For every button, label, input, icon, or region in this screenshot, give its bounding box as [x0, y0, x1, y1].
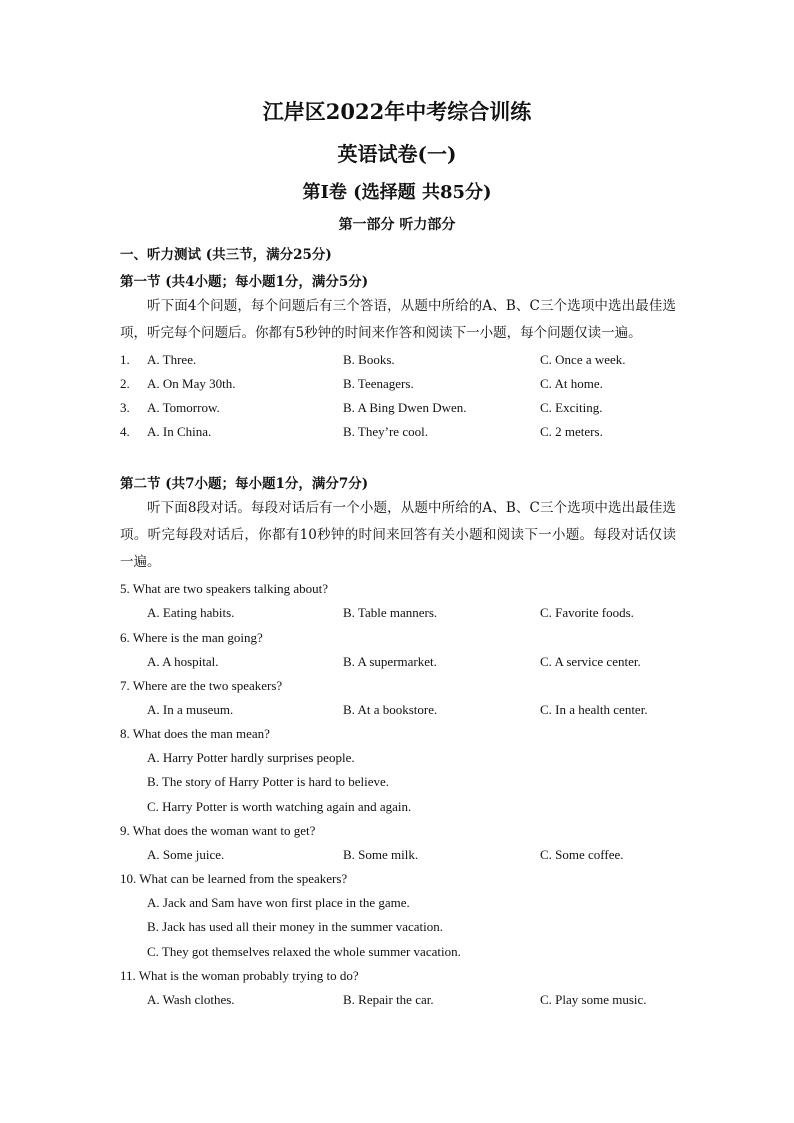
option-a: A. In a museum.	[147, 702, 234, 717]
option-row	[120, 654, 720, 674]
option-b: B. Table manners.	[343, 605, 438, 620]
option-c: C. At home.	[540, 376, 603, 391]
option-a: A. Tomorrow.	[147, 400, 220, 415]
option-c: C. Favorite foods.	[540, 605, 634, 620]
question-row	[120, 352, 720, 372]
option-b: B. The story of Harry Potter is hard to believe.	[147, 774, 390, 789]
option-b: B. Books.	[343, 352, 395, 367]
option-c: C. Harry Potter is worth watching again and again.	[147, 799, 412, 814]
question-stem: 8. What does the man mean?	[120, 726, 270, 741]
option-c: C. They got themselves relaxed the whole summer vacation.	[147, 944, 461, 959]
option-a: A. Some juice.	[147, 847, 225, 862]
option-b: B. Jack has used all their money in the summer vacation.	[147, 919, 444, 934]
option-c: C. A service center.	[540, 654, 641, 669]
exam-title: 江岸区2022年中考综合训练	[262, 99, 532, 124]
section2-instruction: 听下面8段对话。每段对话后有一个小题，从题中所给的A、B、C三个选项中选出最佳选项。听完每段对话后，你都有10秒钟的时间来回答有关小题和阅读下一小题。每段对话仅读一遍。	[120, 500, 676, 570]
option-a: A. On May 30th.	[147, 376, 236, 391]
volume-heading: 第Ⅰ卷 (选择题 共85分)	[302, 182, 492, 203]
exam-subtitle: 英语试卷(一)	[337, 142, 457, 166]
listening-section-heading: 一、听力测试 (共三节，满分25分)	[120, 247, 332, 263]
option-a: A. In China.	[147, 424, 212, 439]
option-b: B. A Bing Dwen Dwen.	[343, 400, 467, 415]
question-stem: 9. What does the woman want to get?	[120, 823, 316, 838]
question-stem: 6. Where is the man going?	[120, 630, 263, 645]
option-a: A. Three.	[147, 352, 197, 367]
option-c: C. Exciting.	[540, 400, 603, 415]
option-a: A. Jack and Sam have won first place in the game.	[147, 895, 410, 910]
question-row	[120, 376, 720, 396]
question-row	[120, 424, 720, 444]
section2-heading: 第二节 (共7小题；每小题1分，满分7分)	[120, 476, 369, 492]
option-c: C. Some coffee.	[540, 847, 624, 862]
question-row	[120, 400, 720, 420]
option-row	[120, 702, 720, 722]
part-heading: 第一部分 听力部分	[338, 217, 456, 233]
option-a: A. Eating habits.	[147, 605, 235, 620]
option-row	[120, 992, 720, 1012]
option-a: A. Wash clothes.	[147, 992, 235, 1007]
option-b: B. A supermarket.	[343, 654, 437, 669]
question-stem: 11. What is the woman probably trying to do?	[120, 968, 359, 983]
option-b: B. Teenagers.	[343, 376, 414, 391]
option-c: C. Once a week.	[540, 352, 626, 367]
option-b: B. At a bookstore.	[343, 702, 438, 717]
question-number: 1.	[120, 352, 130, 367]
option-c: C. Play some music.	[540, 992, 647, 1007]
option-row	[120, 605, 720, 625]
option-b: B. Repair the car.	[343, 992, 434, 1007]
option-b: B. They’re cool.	[343, 424, 428, 439]
option-b: B. Some milk.	[343, 847, 419, 862]
option-c: C. 2 meters.	[540, 424, 603, 439]
section1-instruction: 听下面4个问题，每个问题后有三个答语，从题中所给的A、B、C三个选项中选出最佳选项，听完每个问题后。你都有5秒钟的时间来作答和阅读下一小题，每个问题仅读一遍。	[120, 298, 676, 341]
question-number: 3.	[120, 400, 130, 415]
question-stem: 10. What can be learned from the speakers?	[120, 871, 348, 886]
question-stem: 5. What are two speakers talking about?	[120, 581, 329, 596]
section1-heading: 第一节 (共4小题；每小题1分，满分5分)	[120, 274, 369, 290]
question-number: 4.	[120, 424, 130, 439]
option-a: A. A hospital.	[147, 654, 219, 669]
option-row	[120, 847, 720, 867]
option-c: C. In a health center.	[540, 702, 648, 717]
question-stem: 7. Where are the two speakers?	[120, 678, 283, 693]
option-a: A. Harry Potter hardly surprises people.	[147, 750, 355, 765]
question-number: 2.	[120, 376, 130, 391]
